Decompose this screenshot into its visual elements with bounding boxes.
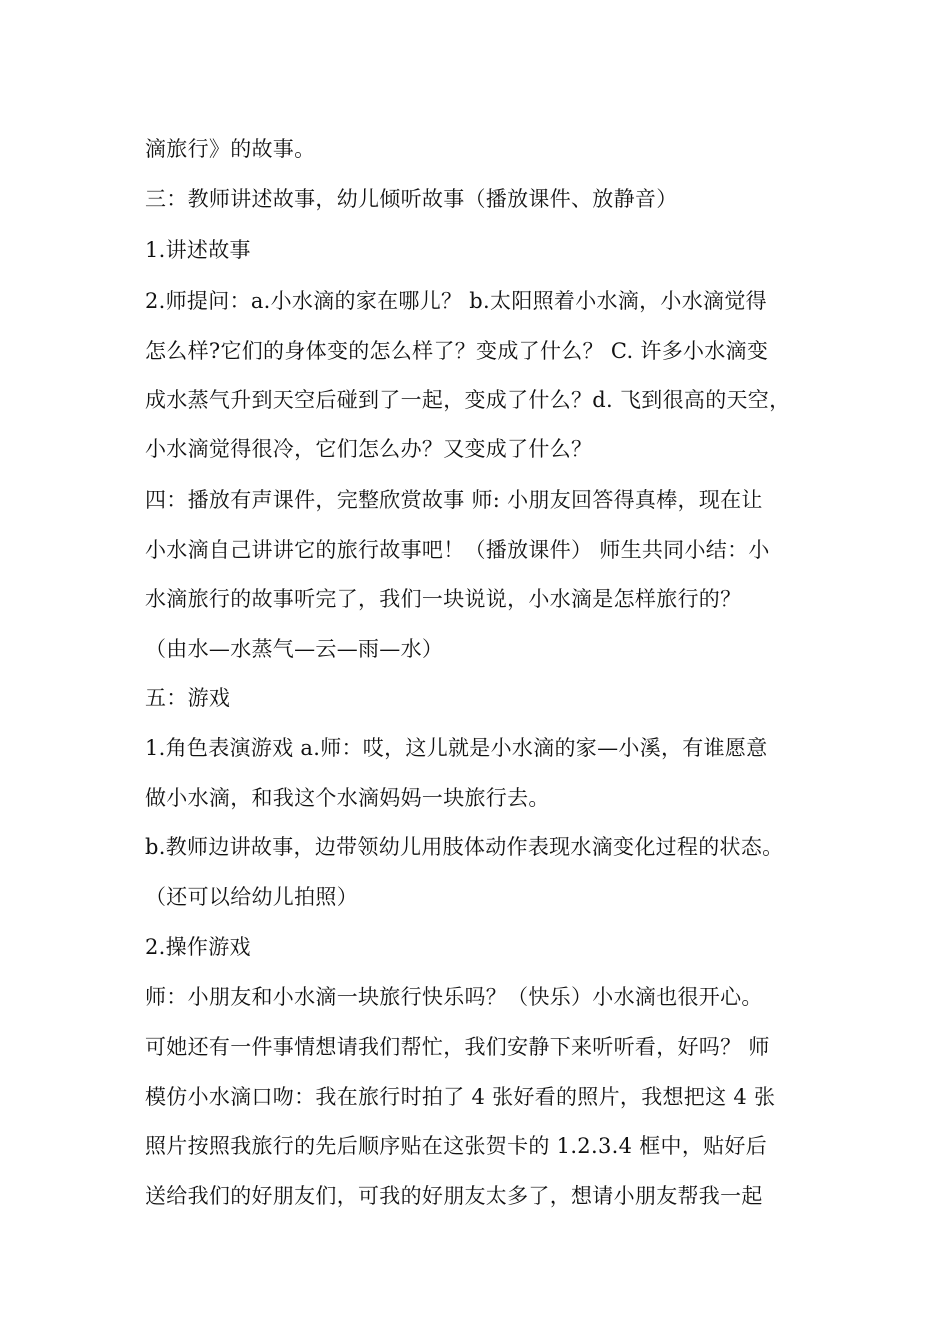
text-line: 模仿小水滴口吻：我在旅行时拍了 4 张好看的照片，我想把这 4 张 [145,1085,776,1109]
text-line: b.教师边讲故事，边带领幼儿用肢体动作表现水滴变化过程的状态。 [145,835,784,859]
text-line: 滴旅行》的故事。 [145,137,316,161]
text-line: 小水滴觉得很冷，它们怎么办？又变成了什么？ [145,437,593,461]
text-line: 照片按照我旅行的先后顺序贴在这张贺卡的 1.2.3.4 框中，贴好后 [145,1134,768,1158]
text-line: 送给我们的好朋友们，可我的好朋友太多了，想请小朋友帮我一起 [145,1184,763,1208]
text-line: 1.讲述故事 [145,238,251,262]
text-line: 师：小朋友和小水滴一块旅行快乐吗？（快乐）小水滴也很开心。 [145,985,763,1009]
text-line: 三：教师讲述故事，幼儿倾听故事（播放课件、放静音） [145,187,678,211]
text-line: 2.师提问：a.小水滴的家在哪儿？ b.太阳照着小水滴，小水滴觉得 [145,289,767,313]
text-line: （还可以给幼儿拍照） [145,885,358,909]
text-line: 可她还有一件事情想请我们帮忙，我们安静下来听听看，好吗？ 师 [145,1035,770,1059]
text-line: 1.角色表演游戏 a.师：哎，这儿就是小水滴的家—小溪，有谁愿意 [145,736,768,760]
text-line: 四：播放有声课件，完整欣赏故事 师: 小朋友回答得真棒，现在让 [145,488,763,512]
text-line: 做小水滴，和我这个水滴妈妈一块旅行去。 [145,786,550,810]
text-line: 2.操作游戏 [145,935,251,959]
text-line: （由水—水蒸气—云—雨—水） [145,637,444,661]
text-line: 小水滴自己讲讲它的旅行故事吧！（播放课件） 师生共同小结：小 [145,538,770,562]
text-line: 成水蒸气升到天空后碰到了一起，变成了什么？d. 飞到很高的天空， [145,388,791,412]
text-line: 水滴旅行的故事听完了，我们一块说说，小水滴是怎样旅行的？ [145,587,742,611]
text-line: 五：游戏 [145,686,231,710]
text-line: 怎么样?它们的身体变的怎么样了？变成了什么？ C. 许多小水滴变 [145,339,769,363]
